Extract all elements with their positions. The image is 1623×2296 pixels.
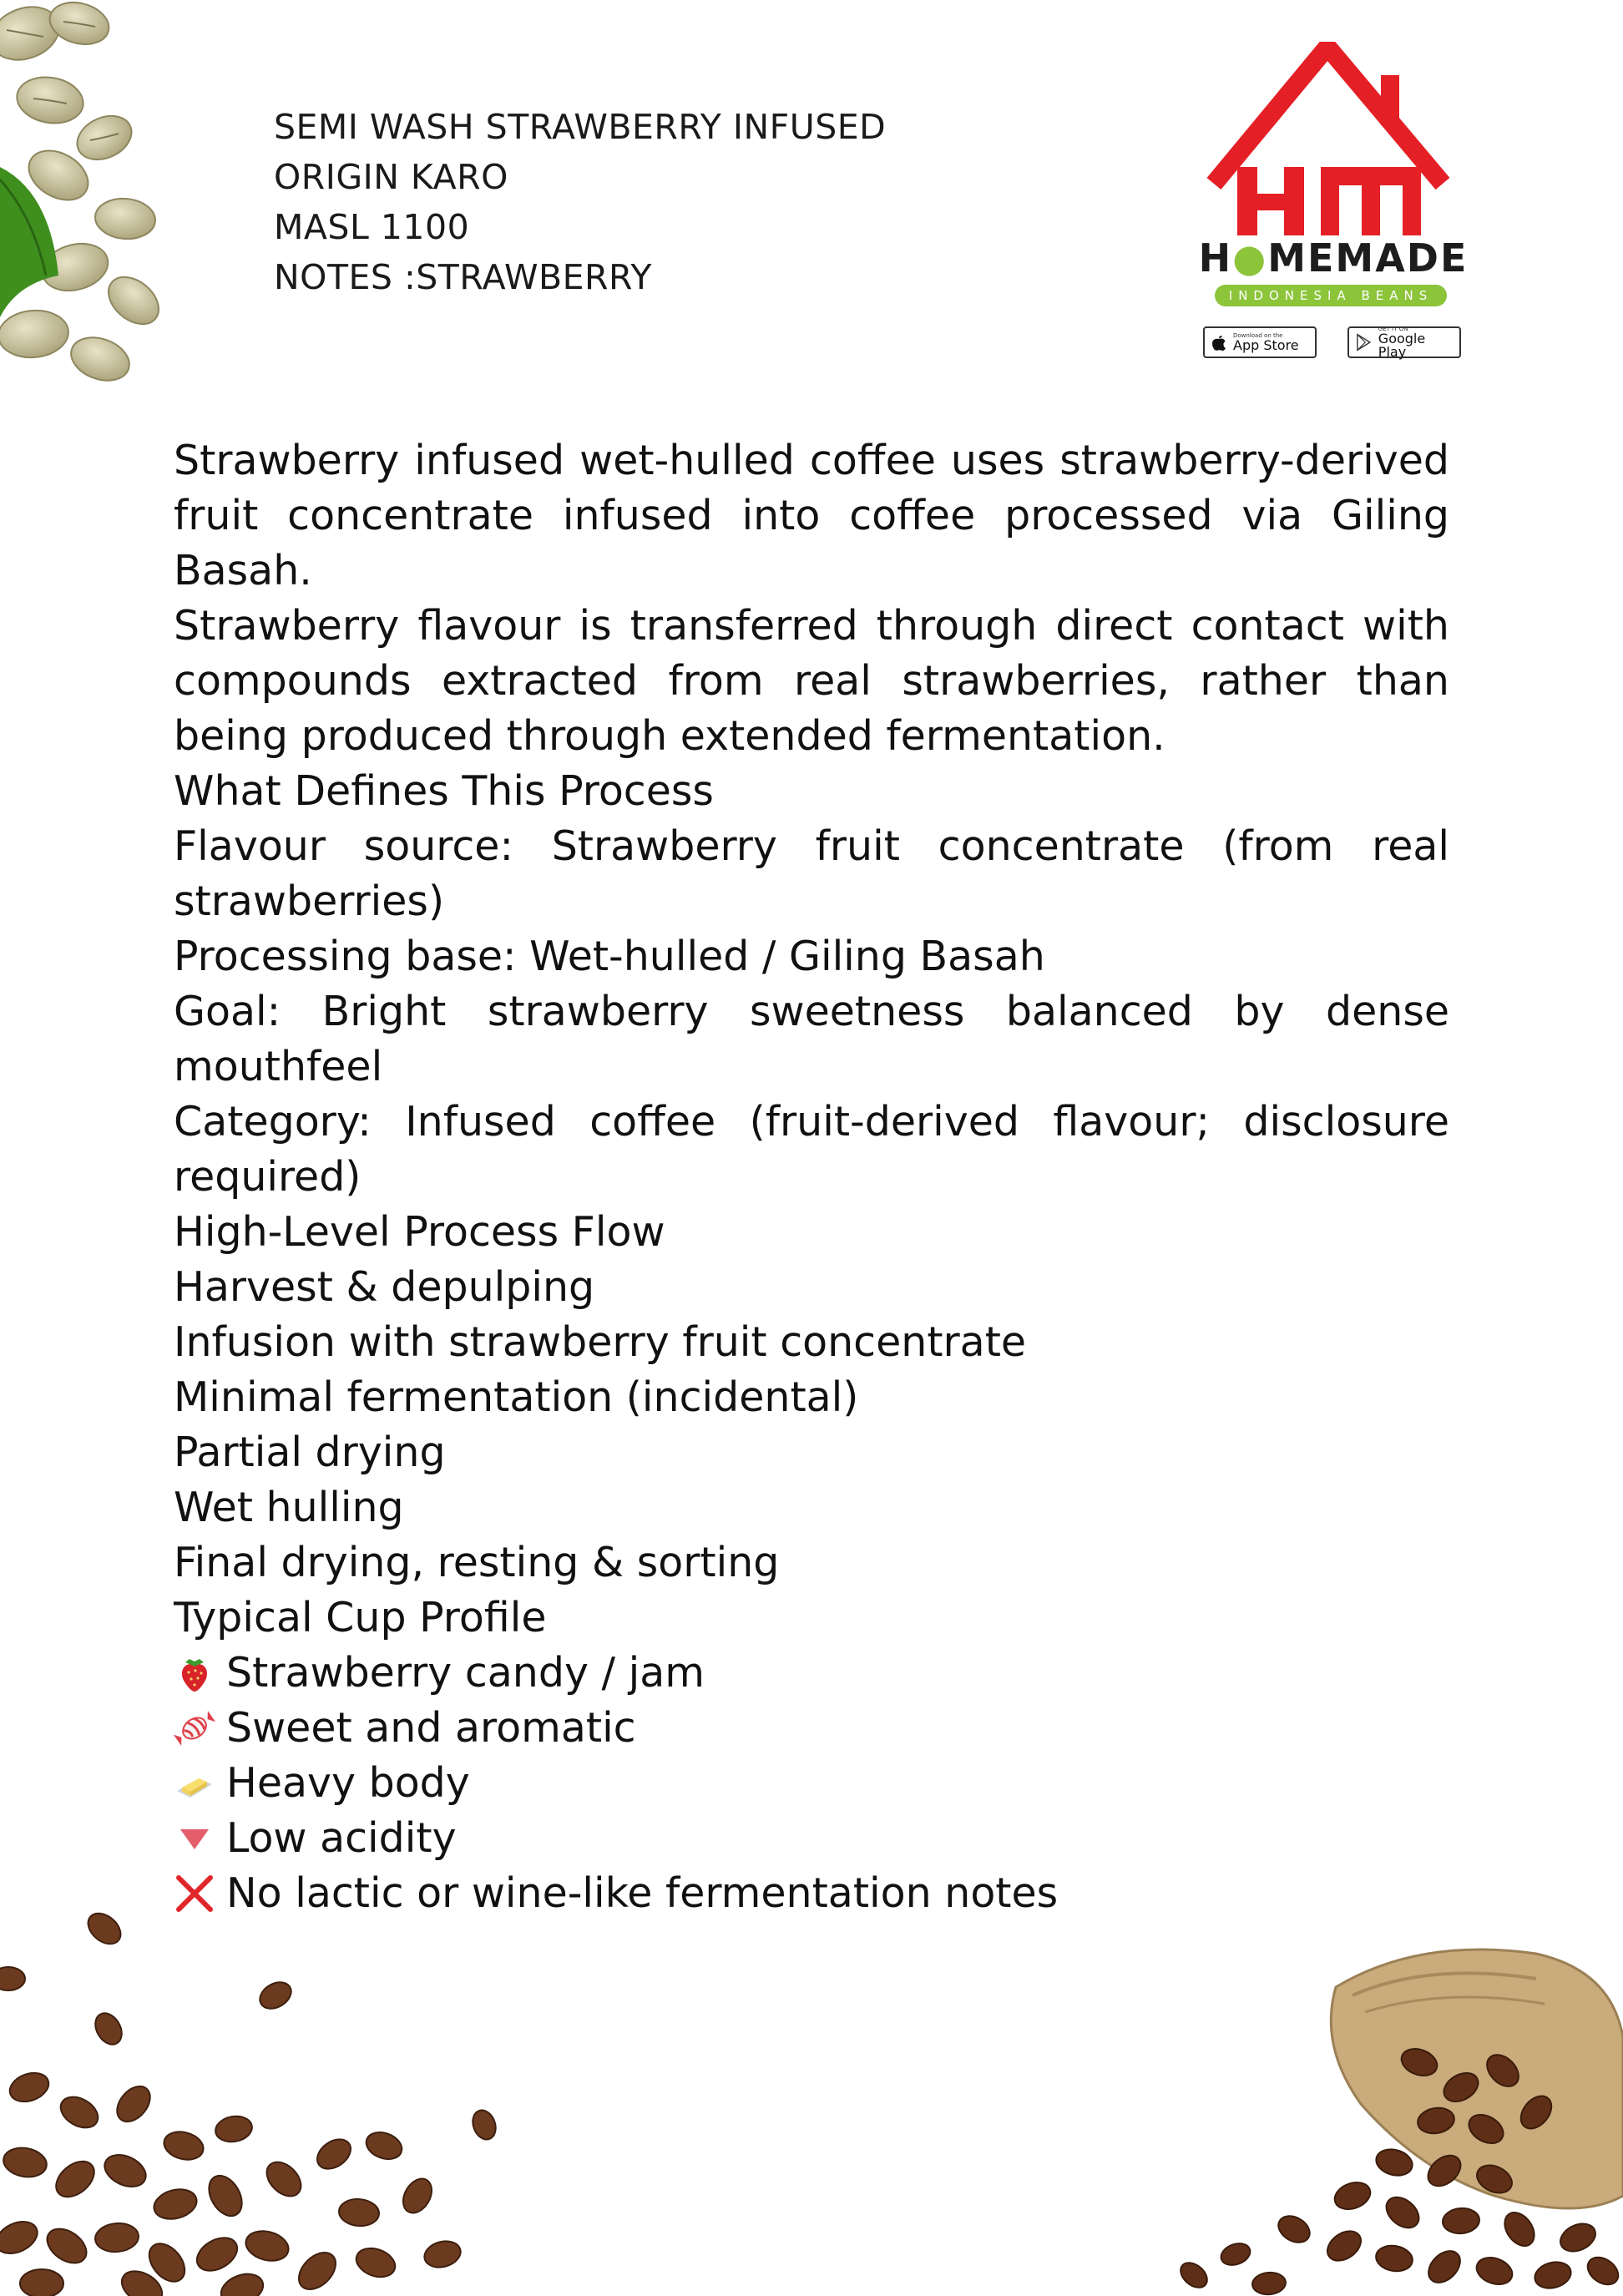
process-description <box>174 433 1449 1921</box>
cup-item-text: Strawberry candy / jam <box>226 1649 705 1697</box>
defines-item: Category: Infused coffee (fruit-derived flavour; disclosure required) <box>174 1098 1449 1201</box>
butter-icon <box>174 1762 215 1804</box>
app-store-text: App Store <box>1233 336 1299 353</box>
flavour-paragraph: Strawberry flavour is transferred through direct contact with compounds extracted from real strawberries, rather than being produced through extended fermentation. <box>174 602 1449 760</box>
product-altitude: MASL 1100 <box>274 207 470 247</box>
defines-item: Goal: Bright strawberry sweetness balanced by dense mouthfeel <box>174 988 1449 1090</box>
apple-icon <box>1211 333 1226 351</box>
cup-item-text: Heavy body <box>226 1759 470 1807</box>
bean-o-icon: ● <box>1232 235 1268 281</box>
cup-item-text: No lactic or wine-like fermentation notes <box>226 1869 1059 1917</box>
cup-item <box>174 1811 1449 1866</box>
flow-step: Harvest & depulping <box>174 1263 595 1311</box>
cup-item-text: Low acidity <box>226 1814 457 1862</box>
google-play-text: Google Play <box>1378 330 1426 360</box>
cross-mark-icon <box>174 1873 215 1914</box>
google-play-small-text: GET IT ON <box>1378 325 1408 332</box>
flow-step: Wet hulling <box>174 1484 404 1531</box>
app-store-small-text: Download on the <box>1233 331 1283 339</box>
cup-item <box>174 1701 1449 1756</box>
brand-tagline: INDONESIA BEANS <box>1215 285 1447 306</box>
down-triangle-icon <box>174 1818 215 1859</box>
flow-heading: High-Level Process Flow <box>174 1208 665 1256</box>
app-store-badge[interactable] <box>1203 326 1317 358</box>
cup-item <box>174 1866 1449 1921</box>
green-beans-leaf-image <box>0 0 200 384</box>
brand-wordmark: H●MEMADE <box>1198 235 1469 281</box>
product-name: SEMI WASH STRAWBERRY INFUSED <box>274 107 887 147</box>
product-info <box>274 102 886 302</box>
strawberry-icon <box>174 1652 215 1694</box>
defines-item: Flavour source: Strawberry fruit concentrate (from real strawberries) <box>174 822 1449 925</box>
flow-step: Partial drying <box>174 1429 446 1476</box>
defines-heading: What Defines This Process <box>174 767 714 815</box>
candy-icon <box>174 1707 215 1749</box>
cup-item <box>174 1646 1449 1701</box>
coffee-sack-image <box>1144 1920 1623 2296</box>
flow-step: Final drying, resting & sorting <box>174 1539 780 1586</box>
cup-item <box>174 1756 1449 1811</box>
product-origin: ORIGIN KARO <box>274 157 508 197</box>
intro-paragraph: Strawberry infused wet-hulled coffee uses strawberry-derived fruit concentrate infused into coffee processed via Giling Basah. <box>174 437 1449 594</box>
defines-item: Processing base: Wet-hulled / Giling Basah <box>174 933 1045 980</box>
product-notes: NOTES :STRAWBERRY <box>274 257 652 297</box>
cup-item-text: Sweet and aromatic <box>226 1704 636 1752</box>
google-play-icon <box>1356 333 1372 351</box>
flow-step: Minimal fermentation (incidental) <box>174 1373 859 1421</box>
flow-step: Infusion with strawberry fruit concentrate <box>174 1318 1027 1366</box>
google-play-badge[interactable] <box>1347 326 1461 358</box>
cup-heading: Typical Cup Profile <box>174 1594 547 1641</box>
roasted-beans-image <box>0 1895 518 2296</box>
